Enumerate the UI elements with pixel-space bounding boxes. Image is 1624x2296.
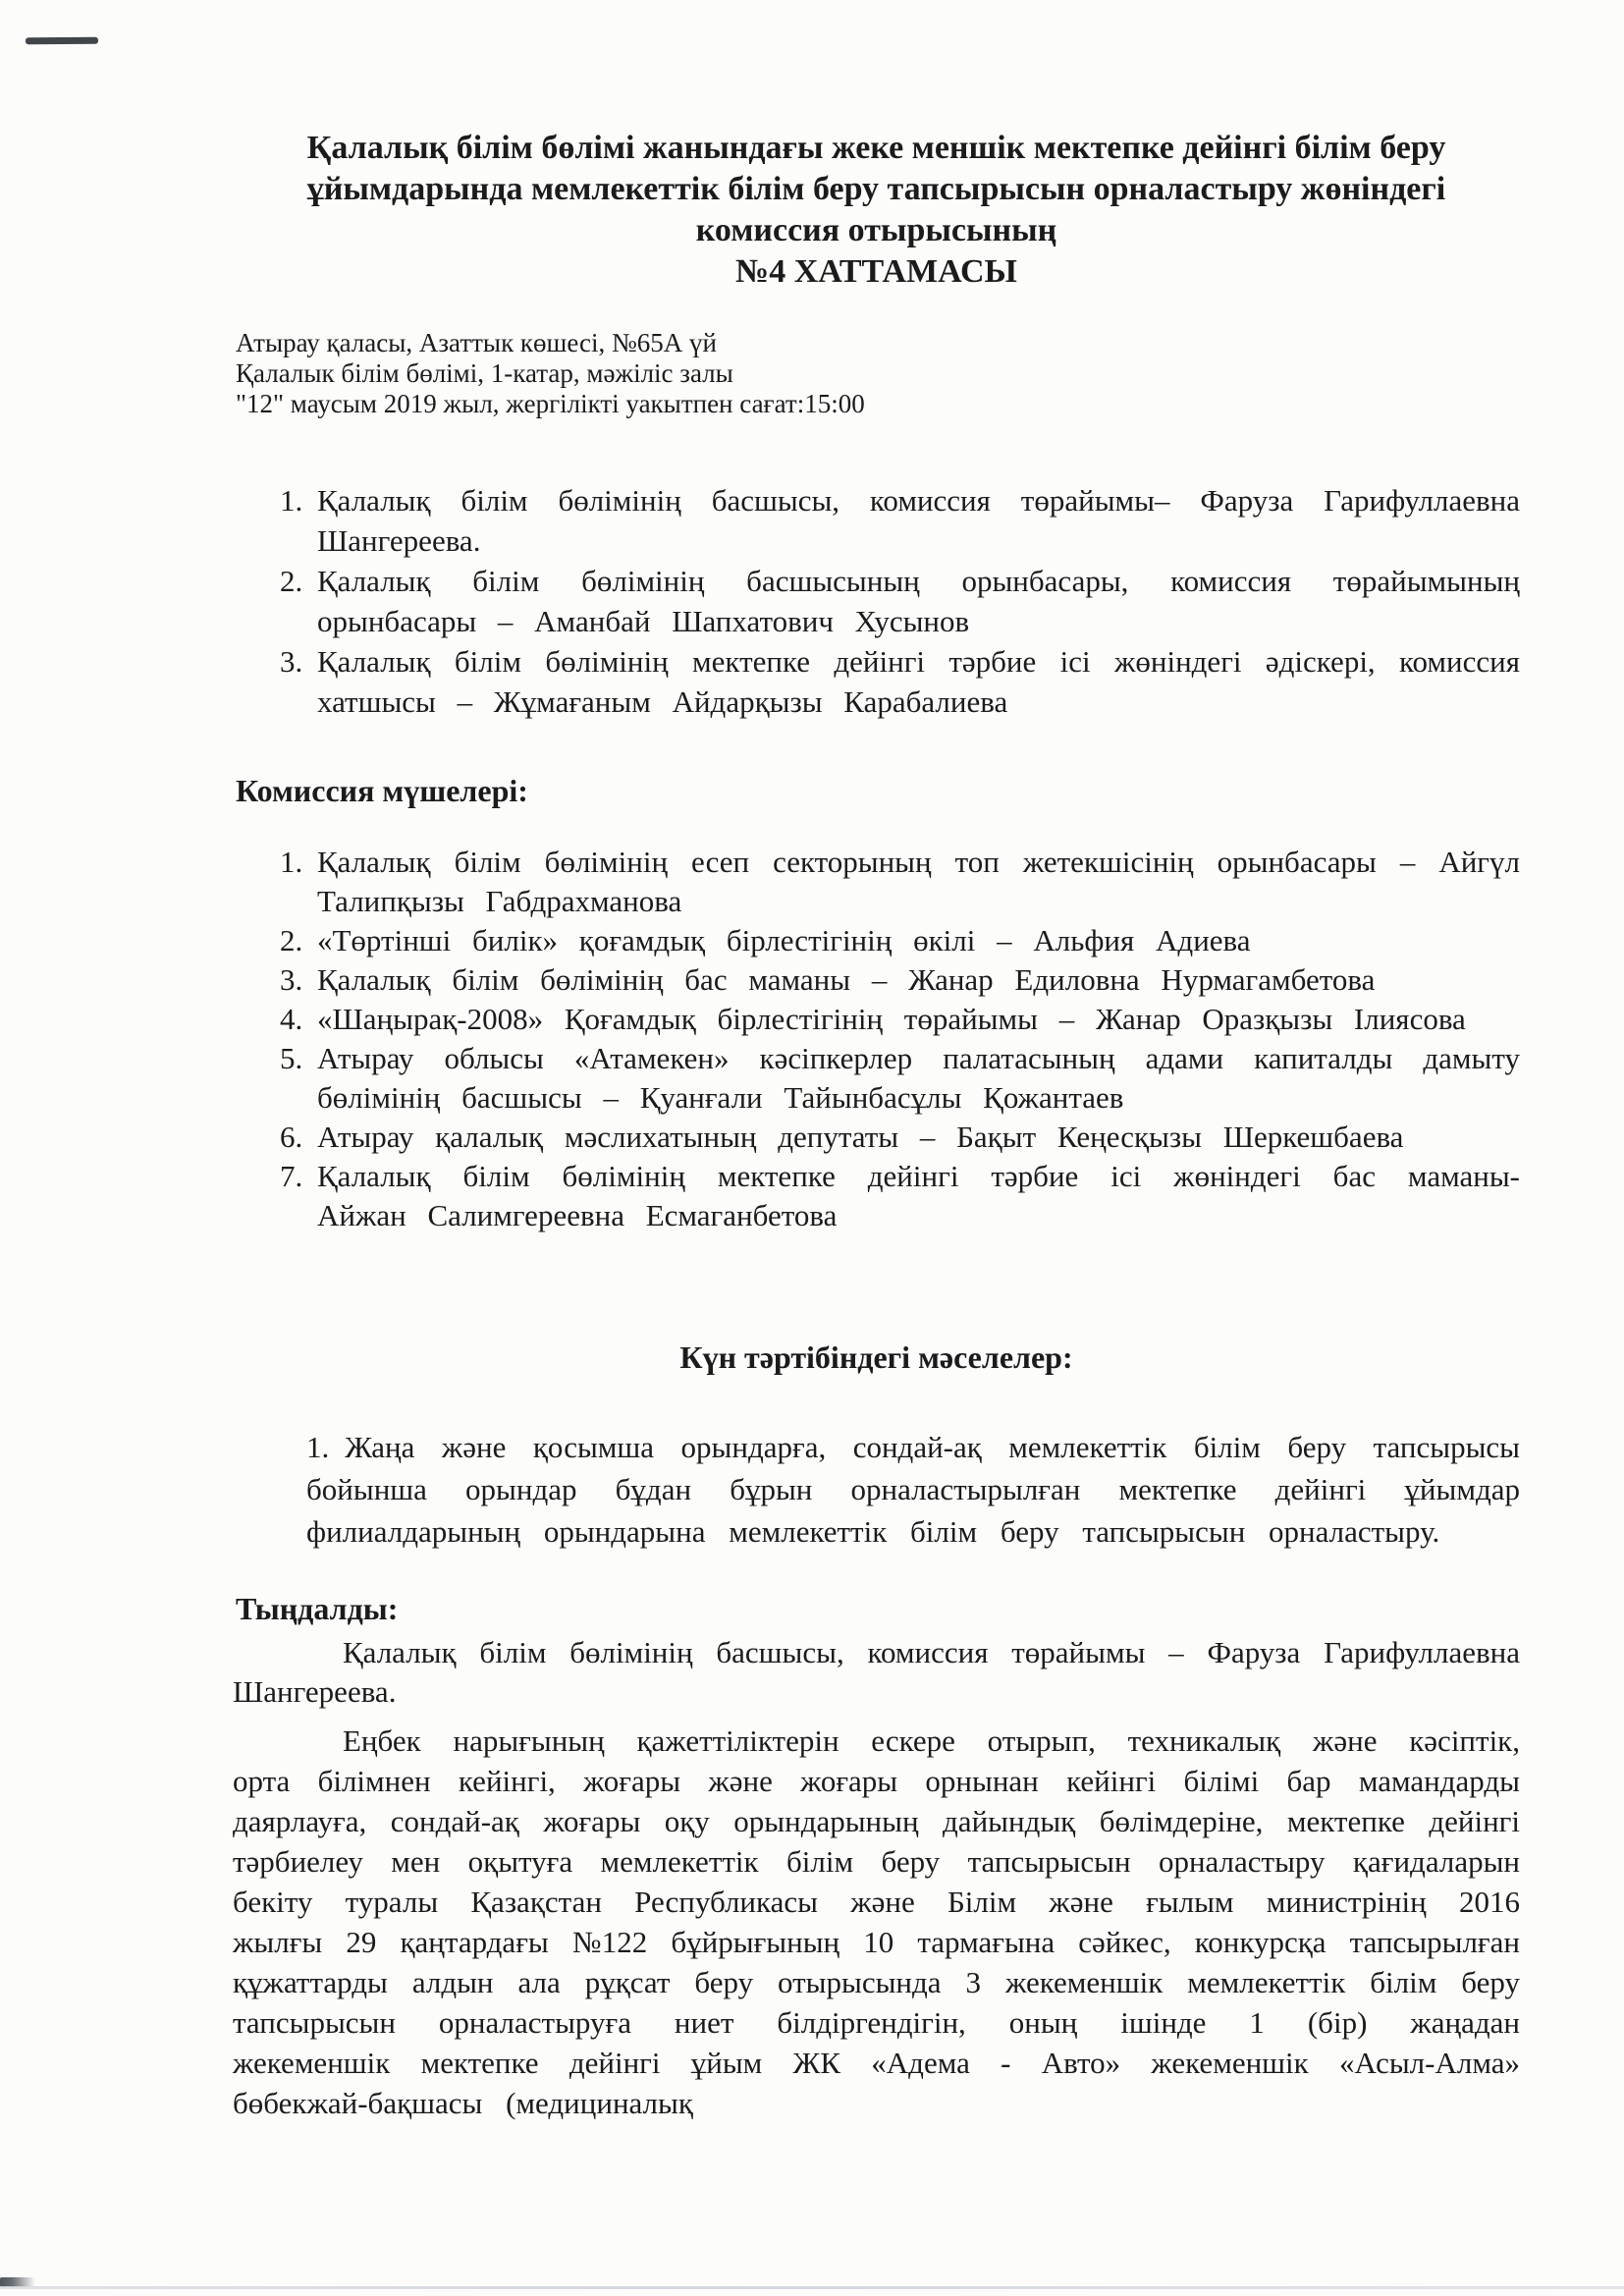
list-item-text: Қалалық білім бөлімінің мектепке дейінгі тәрбие ісі жөніндегі бас маманы- Айжан Салимгереевна Есмаганбетова — [317, 1159, 1520, 1232]
heard-speaker-paragraph: Қалалық білім бөлімінің басшысы, комиссия төрайымы – Фаруза Гарифуллаевна Шангереева. — [233, 1635, 1520, 1709]
protocol-number-line: №4 ХАТТАМАСЫ — [735, 253, 1017, 290]
leadership-list — [280, 480, 1520, 722]
list-item-text: «Төртінші билік» қоғамдық бірлестігінің өкілі – Альфия Адиева — [317, 923, 1251, 957]
meeting-datetime: "12" маусым 2019 жыл, жергілікті уакытпен сағат:15:00 — [236, 389, 865, 418]
title-line-1: Қалалық білім бөлімі жанындағы жеке меншік мектепке дейінгі білім беру — [306, 130, 1446, 166]
agenda-item-number: 1. — [306, 1430, 330, 1464]
heard-heading: Тыңдалды: — [236, 1591, 399, 1626]
list-item — [280, 641, 1520, 722]
list-item-text: Атырау қалалық мәслихатының депутаты – Бақыт Кеңесқызы Шеркешбаева — [317, 1120, 1404, 1154]
list-item-text: Қалалық білім бөлімінің мектепке дейінгі тәрбие ісі жөніндегі әдіскері, комиссия хатшысы – Жұмағаным Айдарқызы Карабалиева — [317, 644, 1520, 719]
list-item — [280, 1039, 1520, 1118]
list-item-number: 4. — [280, 1002, 303, 1036]
list-item-text: Қалалық білім бөлімінің басшысы, комиссия төрайымы– Фаруза Гарифуллаевна Шангереева. — [317, 483, 1520, 558]
agenda-heading: Күн тәртібіндегі мәселелер: — [679, 1339, 1073, 1375]
list-item-text: «Шаңырақ-2008» Қоғамдық бірлестігінің төрайымы – Жанар Оразқызы Ілиясова — [317, 1002, 1466, 1036]
list-item-number: 5. — [280, 1041, 303, 1075]
scan-pen-mark-top-left — [26, 37, 98, 45]
heard-body-paragraph: Еңбек нарығының қажеттіліктерін ескере отырып, техникалық және кәсіптік, орта білімнен кейінгі, жоғары және жоғары орнынан кейінгі білімі бар мамандарды даярлауға, сондай-ақ жоғары оқу орындарының дайындық бөлімдеріне, мектепке дейінгі тәрбиелеу мен оқытуға мемлекеттік білім беру тапсырысын орналастыру қағидаларын бекіту туралы Қазақстан Республикасы және Білім және ғылым министрінің 2016 жылғы 29 қаңтардағы №122 бұйрығының 10 тармағына сәйкес, конкурсқа тапсырылған құжаттарды алдын ала рұқсат беру отырысында 3 жекеменшік мемлекеттік білім беру тапсырысын орналастыруға ниет білдіргендігін, оның ішінде 1 (бір) жаңадан жекеменшік мектепке дейінгі ұйым ЖК «Адема - Авто» жекеменшік «Асыл-Алма» бөбекжай-бақшасы (медициналық — [233, 1723, 1520, 2120]
meeting-details — [236, 328, 1218, 419]
list-item-number: 2. — [280, 923, 303, 957]
meeting-address: Атырау қаласы, Азаттык көшесі, №65А үй — [236, 328, 717, 357]
scan-page-edge-line — [0, 2286, 1624, 2289]
list-item-number: 7. — [280, 1159, 303, 1193]
list-item-text: Атырау облысы «Атамекен» кәсіпкерлер палатасының адами капиталды дамыту бөлімінің басшысы – Қуанғали Тайынбасұлы Қожантаев — [317, 1041, 1520, 1115]
list-item — [280, 921, 1520, 960]
list-item — [280, 480, 1520, 561]
list-item — [280, 1000, 1520, 1039]
document-title — [233, 128, 1520, 293]
list-item-number: 3. — [280, 644, 303, 679]
title-line-3: комиссия отырысының — [695, 212, 1057, 248]
list-item — [280, 1118, 1520, 1157]
list-item — [280, 1157, 1520, 1235]
list-item-number: 1. — [280, 845, 303, 879]
title-line-2: ұйымдарында мемлекеттік білім беру тапсырысын орналастыру жөніндегі — [306, 171, 1446, 207]
list-item-number: 2. — [280, 564, 303, 598]
list-item-number: 1. — [280, 483, 303, 518]
list-item-number: 6. — [280, 1120, 303, 1154]
list-item — [280, 561, 1520, 641]
list-item-text: Қалалық білім бөлімінің есеп секторының топ жетекшісінің орынбасары – Айгүл Талипқызы Габдрахманова — [317, 845, 1520, 918]
list-item-text: Қалалық білім бөлімінің басшысының орынбасары, комиссия төрайымының орынбасары – Аманбай Шапхатович Хусынов — [317, 564, 1520, 638]
list-item-number: 3. — [280, 962, 303, 997]
agenda-item — [306, 1426, 1520, 1553]
commission-members-list — [280, 843, 1520, 1235]
agenda-item-text: Жаңа және қосымша орындарға, сондай-ақ мемлекеттік білім беру тапсырысы бойынша орындар бұдан бұрын орналастырылған мектепке дейінгі ұйымдар филиалдарының орындарына мемлекеттік білім беру тапсырысын орналастыру. — [306, 1430, 1520, 1549]
list-item — [280, 843, 1520, 921]
meeting-venue: Қалалык білім бөлімі, 1-катар, мәжіліс залы — [236, 358, 733, 388]
list-item — [280, 960, 1520, 1000]
list-item-text: Қалалық білім бөлімінің бас маманы – Жанар Едиловна Нурмагамбетова — [317, 962, 1376, 997]
commission-members-heading: Комиссия мүшелері: — [236, 773, 528, 808]
